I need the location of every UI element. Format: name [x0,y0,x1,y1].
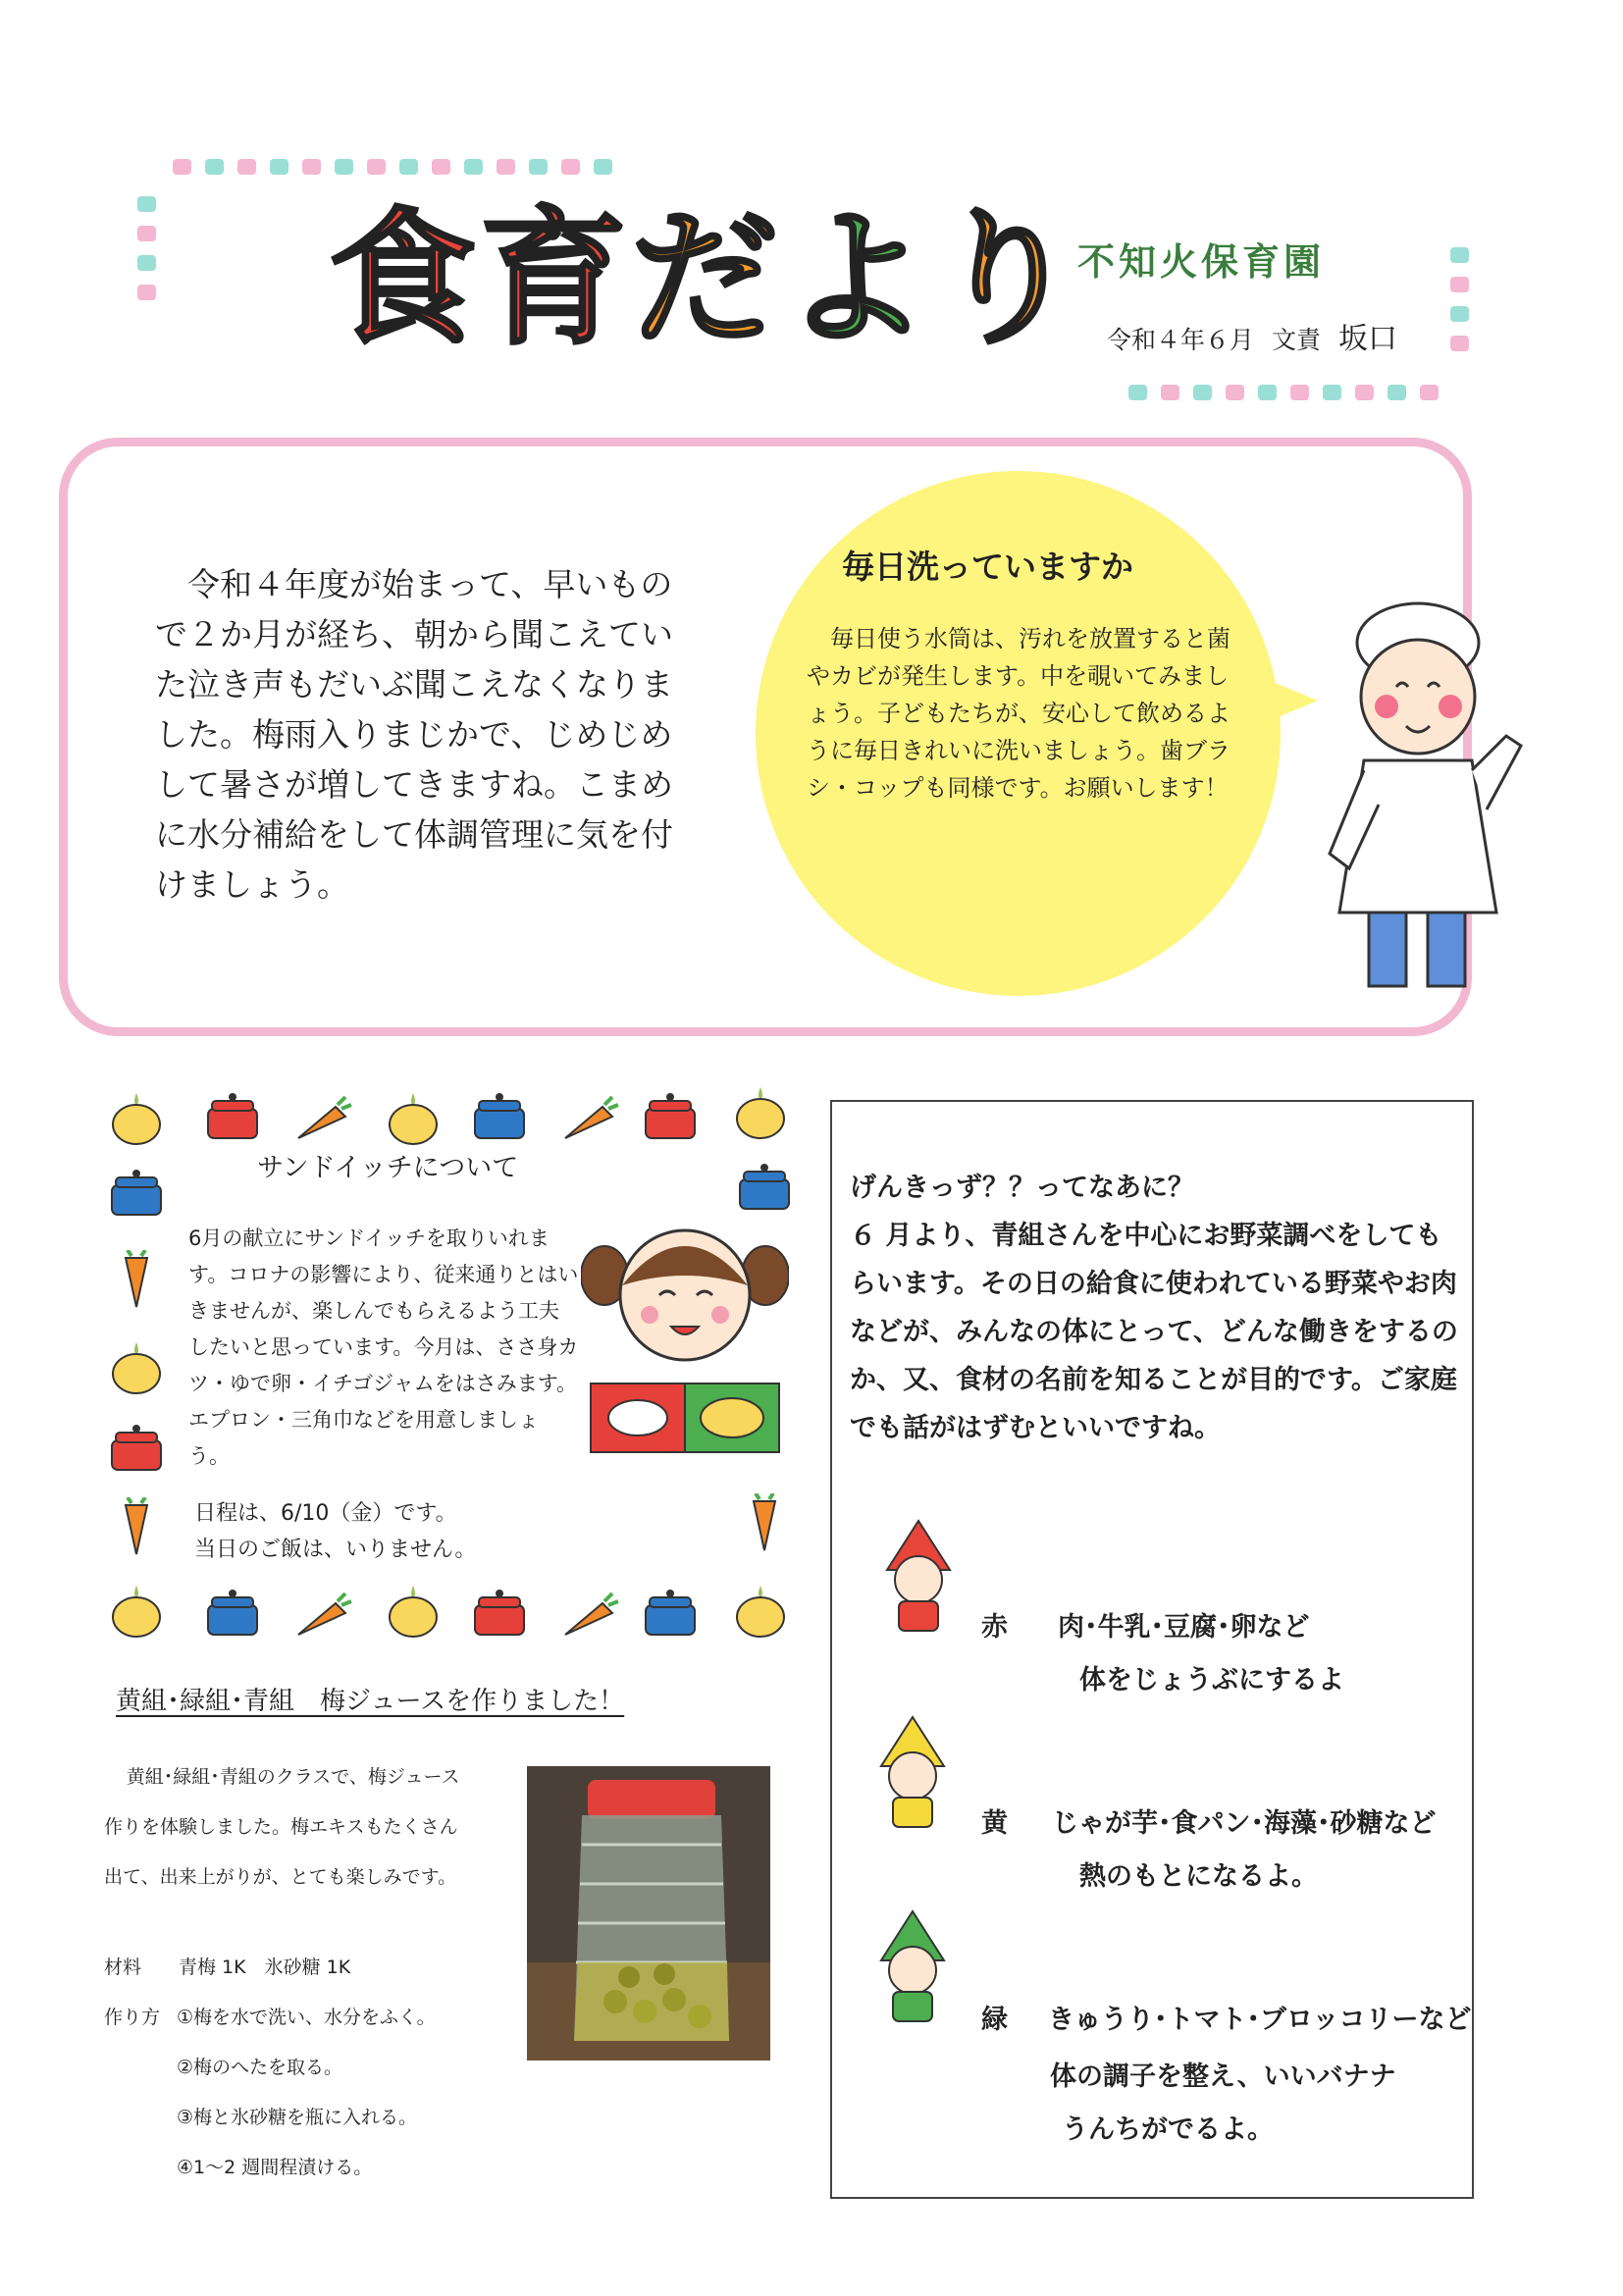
genki-kids-text [850,1164,1468,1452]
title-char: よ [782,194,934,365]
pot-icon [106,1164,167,1223]
onion-icon [730,1582,791,1641]
intro-text: 令和４年度が始まって、早いもので２か月が経ち、朝から聞こえていた泣き声もだいぶ聞こえなくなりました。梅雨入りまじかで、じめじめして暑さが増してきますね。こまめに水分補給をして体調管理に気を付けましょう。 [155,565,673,904]
header-dots-right [1450,247,1469,351]
carrot-icon [106,1497,167,1556]
method-step: ②梅のへたを取る。 [177,2057,343,2078]
chef-illustration [1310,589,1536,1001]
method-step: ④1～2 週間程漬ける。 [177,2157,373,2178]
ume-jar-photo [527,1766,770,2061]
materials-row [104,1953,350,1979]
group-yellow-role: 熱のもとになるよ。 [1079,1861,1318,1892]
red-gnome-icon [873,1519,964,1637]
method-step: ③梅と氷砂糖を瓶に入れる。 [177,2107,418,2128]
title-char: だ [631,194,783,365]
girl-eating-illustration [581,1217,789,1462]
ume-juice-title: 黄組･緑組･青組 梅ジュースを作りました！ [116,1687,625,1716]
author-label: 文責 [1272,326,1322,354]
materials-value: 青梅 1K 氷砂糖 1K [179,1957,351,1978]
group-label-red: 赤 [981,1612,1008,1643]
sandwich-text: 6月の献立にサンドイッチを取りいれます。コロナの影響により、従来通りとはいきませんが、楽しんでもらえるよう工夫したいと思っています。今月は、ささ身カツ・ゆで卵・イチゴジャムをはさみます。エプロン・三角巾などを用意しましょう。 [188,1226,579,1468]
carrot-icon [559,1588,620,1646]
materials-label: 材料 [104,1957,142,1978]
bubble-text: 毎日使う水筒は、汚れを放置すると菌やカビが発生します。中を覗いてみましょう。子どもたちが、安心して飲めるように毎日きれいに洗いましょう。歯ブラシ・コップも同様です。お願いします！ [807,625,1230,802]
pot-icon [469,1584,530,1643]
onion-icon [383,1582,444,1641]
ume-juice-text: 黄組･緑組･青組のクラスで、梅ジュース作りを体験しました。梅エキスもたくさん出て、出来上がりが、とても楽しみです。 [104,1766,460,1888]
header-dots-bottom [1128,385,1439,400]
header-dots-left [137,196,156,300]
genki-kids-body: ６ 月より、青組さんを中心にお野菜調べをしてもらいます。その日の給食に使われている野菜やお肉などが、みんなの体にとって、どんな働きをするのか、又、食材の名前を知ることが目的です。ご家庭でも話がはずむといいですね。 [850,1221,1458,1443]
pot-icon [734,1158,795,1217]
onion-icon [106,1338,167,1397]
dateline [1107,314,1415,357]
onion-icon [106,1089,167,1148]
pot-icon [469,1087,530,1146]
group-green-role-cont: うんちがでるよ。 [1062,2114,1274,2145]
sandwich-schedule [194,1495,476,1568]
onion-icon [383,1089,444,1148]
group-red-foods: 肉･牛乳･豆腐･卵など [1058,1612,1310,1643]
group-red-role: 体をじょうぶにするよ [1079,1665,1344,1696]
schedule-date: 日程は、6/10（金）です。 [194,1501,457,1526]
yellow-gnome-icon [867,1715,958,1833]
onion-icon [106,1582,167,1641]
group-yellow-foods: じゃが芋･食パン･海藻･砂糖など [1052,1808,1437,1839]
carrot-icon [734,1493,795,1552]
green-gnome-icon [867,1909,958,2027]
carrot-icon [292,1588,353,1646]
method-label: 作り方 [104,2007,161,2028]
title-char: 育 [480,194,632,365]
newsletter-title [329,194,1085,365]
group-label-green: 緑 [981,2005,1008,2035]
sandwich-title: サンドイッチについて [257,1153,519,1183]
genki-kids-heading: げんきっず？？ってなあに？ [850,1173,1194,1203]
group-label-yellow: 黄 [981,1808,1008,1839]
pot-icon [640,1584,701,1643]
pot-icon [202,1087,263,1146]
title-char: 食 [329,194,481,365]
group-green-role: 体の調子を整え、いいバナナ [1050,2061,1396,2092]
method-step: ①梅を水で洗い、水分をふく。 [177,2007,436,2028]
pot-icon [202,1584,263,1643]
header-dots-top [173,159,612,175]
schedule-note: 当日のご飯は、いりません。 [194,1538,477,1562]
school-name: 不知火保育園 [1077,240,1326,284]
onion-icon [730,1083,791,1142]
group-green-foods: きゅうり･トマト･ブロッコリーなど [1048,2005,1472,2035]
issue-date: 令和４年６月 [1107,326,1255,354]
pot-icon [640,1087,701,1146]
carrot-icon [292,1091,353,1150]
carrot-icon [106,1250,167,1309]
carrot-icon [559,1091,620,1150]
title-char: り [933,194,1085,365]
pot-icon [106,1419,167,1478]
author-name: 坂口 [1338,322,1398,356]
bubble-title: 毎日洗っていますか [842,548,1133,586]
